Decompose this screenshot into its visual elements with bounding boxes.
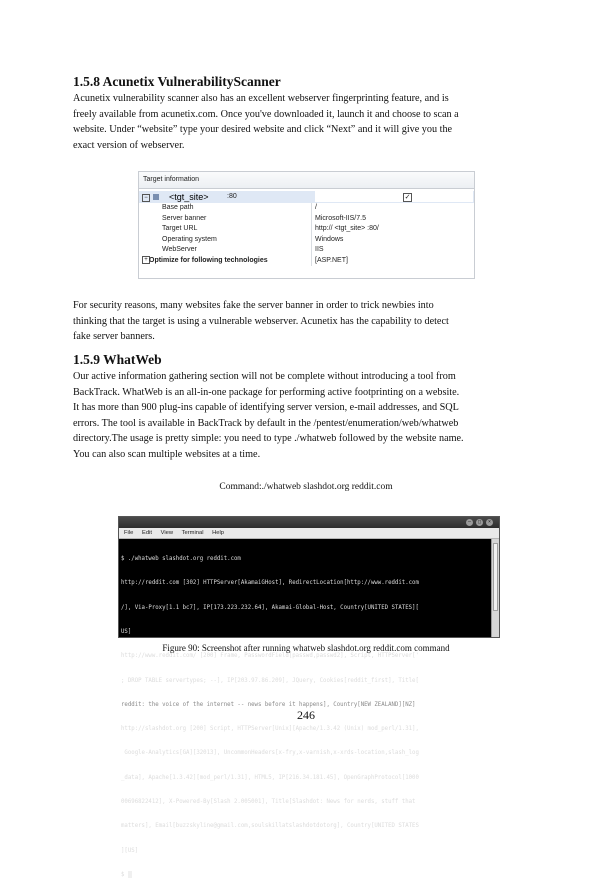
row-label: Base path <box>162 204 194 211</box>
checkbox[interactable]: ✓ <box>404 194 411 201</box>
optimize-value: [ASP.NET] <box>315 256 348 264</box>
text-line: You can also scan multiple websites at a time. <box>73 448 261 460</box>
panel-header: Target information <box>139 172 474 189</box>
terminal-line: _data], Apache[1.3.42][mod_perl/1.31], HTML5, IP[216.34.181.45], OpenGraphProtocol[1000 <box>121 774 419 781</box>
terminal-line: 00696822412], X-Powered-By[Slash 2.005001], Title[Slashdot: News for nerds, stuff that <box>121 799 416 805</box>
section-heading-whatweb: 1.5.9 WhatWeb <box>73 352 162 367</box>
minimize-icon[interactable]: – <box>467 519 471 525</box>
site-icon <box>153 194 159 200</box>
maximize-icon[interactable]: □ <box>477 519 481 525</box>
menu-file[interactable]: File <box>124 530 134 536</box>
target-value-cell <box>315 191 473 202</box>
terminal-prompt-line <box>121 871 491 879</box>
info-row <box>139 214 474 225</box>
section-heading-acunetix: 1.5.8 Acunetix VulnerabilityScanner <box>73 74 281 89</box>
optimize-label: Optimize for following technologies <box>149 256 268 264</box>
command-caption: Command:./whatweb slashdot.org reddit.com <box>219 482 393 492</box>
text-line: Our active information gathering section will not be complete without introducing a tool from <box>73 371 456 382</box>
terminal-line: matters], Email[buzzskyline@gmail.com,soulskillatslashdotdotorg], Country[UNITED STATES <box>121 823 419 830</box>
menu-help[interactable]: Help <box>212 530 225 536</box>
menu-view[interactable]: View <box>160 530 174 536</box>
text-line: exact version of webserver. <box>73 139 185 151</box>
terminal-scrollbar[interactable] <box>491 539 499 637</box>
terminal-line: http://www.reddit.com/ [200] Frame, PasswordField[passwd,passwd2], Script, HTTPServer[' <box>121 653 419 660</box>
terminal-line: http://reddit.com [302] HTTPServer[AkamaiGHost], RedirectLocation[http://www.reddit.com <box>121 580 419 587</box>
page-number: 246 <box>297 708 315 722</box>
expand-icon[interactable]: − <box>142 193 152 205</box>
row-label: Operating system <box>162 235 217 243</box>
row-value: http:// <tgt_site> :80/ <box>315 225 379 232</box>
text-line: errors. The tool is available in BackTrack by default in the /pentest/enumeration/web/whatweb <box>73 417 459 429</box>
fake-banner-paragraph <box>73 298 538 345</box>
row-value: Windows <box>315 235 344 243</box>
info-row <box>139 235 474 246</box>
figure-caption: Figure 90: Screenshot after running whatweb slashdot.org reddit.com command <box>162 643 450 653</box>
acunetix-paragraph <box>73 91 538 153</box>
terminal-prompt: $ <box>121 871 128 878</box>
optimize-row[interactable] <box>139 256 474 267</box>
terminal-line: ][US] <box>121 847 139 854</box>
row-value: / <box>315 204 317 211</box>
terminal-line: http://slashdot.org [200] Script, HTTPServer[Unix][Apache/1.3.42 (Unix) mod_perl/1.31], <box>121 726 419 733</box>
row-label: WebServer <box>162 246 197 253</box>
text-line: fake server banners. <box>73 331 155 343</box>
expand-plus-icon[interactable]: + <box>142 256 152 267</box>
menu-terminal[interactable]: Terminal <box>181 530 204 536</box>
cursor <box>128 871 132 878</box>
menu-edit[interactable]: Edit <box>141 530 152 536</box>
text-line: For security reasons, many websites fake the server banner in order to trick newbies into <box>73 300 434 311</box>
row-value: IIS <box>315 246 324 253</box>
target-port: :80 <box>227 193 237 200</box>
info-row <box>139 224 474 235</box>
terminal-line: Google-Analytics[GA][32013], UncommonHeaders[x-fry,x-varnish,x-xrds-location,slash_log <box>121 750 419 757</box>
terminal-menubar <box>119 528 499 539</box>
row-label: Server banner <box>162 214 207 222</box>
info-row <box>139 203 474 214</box>
text-line: thinking that the target is using a vulnerable webserver. Acunetix has the capability to detect <box>73 315 449 327</box>
row-value: Microsoft-IIS/7.5 <box>315 214 366 222</box>
text-line: directory.The usage is pretty simple: you need to type ./whatweb followed by the website name. <box>73 433 464 445</box>
target-row[interactable] <box>139 191 474 203</box>
whatweb-paragraph <box>73 369 538 463</box>
text-line: freely available from acunetix.com. Once you've downloaded it, launch it and choose to scan a <box>73 108 459 120</box>
terminal-line: ; DROP TABLE servertypes; --], IP[203.97.86.209], JQuery, Cookies[reddit_first], Title[ <box>121 677 419 684</box>
row-label: Target URL <box>162 225 198 232</box>
terminal-line: reddit: the voice of the internet -- news before it happens], Country[NEW ZEALAND][NZ] <box>121 701 416 708</box>
text-line: website. Under “website” type your desired website and click “Next” and it will give you the <box>73 124 453 136</box>
scroll-thumb[interactable] <box>493 543 498 611</box>
target-host: <tgt_site> <box>169 192 209 202</box>
info-row <box>139 245 474 256</box>
terminal-titlebar <box>119 517 499 528</box>
acunetix-target-info-panel <box>138 171 475 279</box>
close-icon[interactable]: × <box>487 519 491 525</box>
terminal-line: US] <box>121 629 132 636</box>
terminal-line: /], Via-Proxy[1.1 bc7], IP[173.223.232.64], Akamai-Global-Host, Country[UNITED STATES][ <box>121 604 419 611</box>
text-line: Acunetix vulnerability scanner also has an excellent webserver fingerprinting feature, and is <box>73 93 449 104</box>
text-line: It has more than 900 plug-ins capable of identifying server version, e-mail addresses, and SQL <box>73 402 459 414</box>
text-line: BackTrack. WhatWeb is an all-in-one package for performing active footprinting on a website. <box>73 386 460 398</box>
terminal-line: $ ./whatweb slashdot.org reddit.com <box>121 556 241 563</box>
